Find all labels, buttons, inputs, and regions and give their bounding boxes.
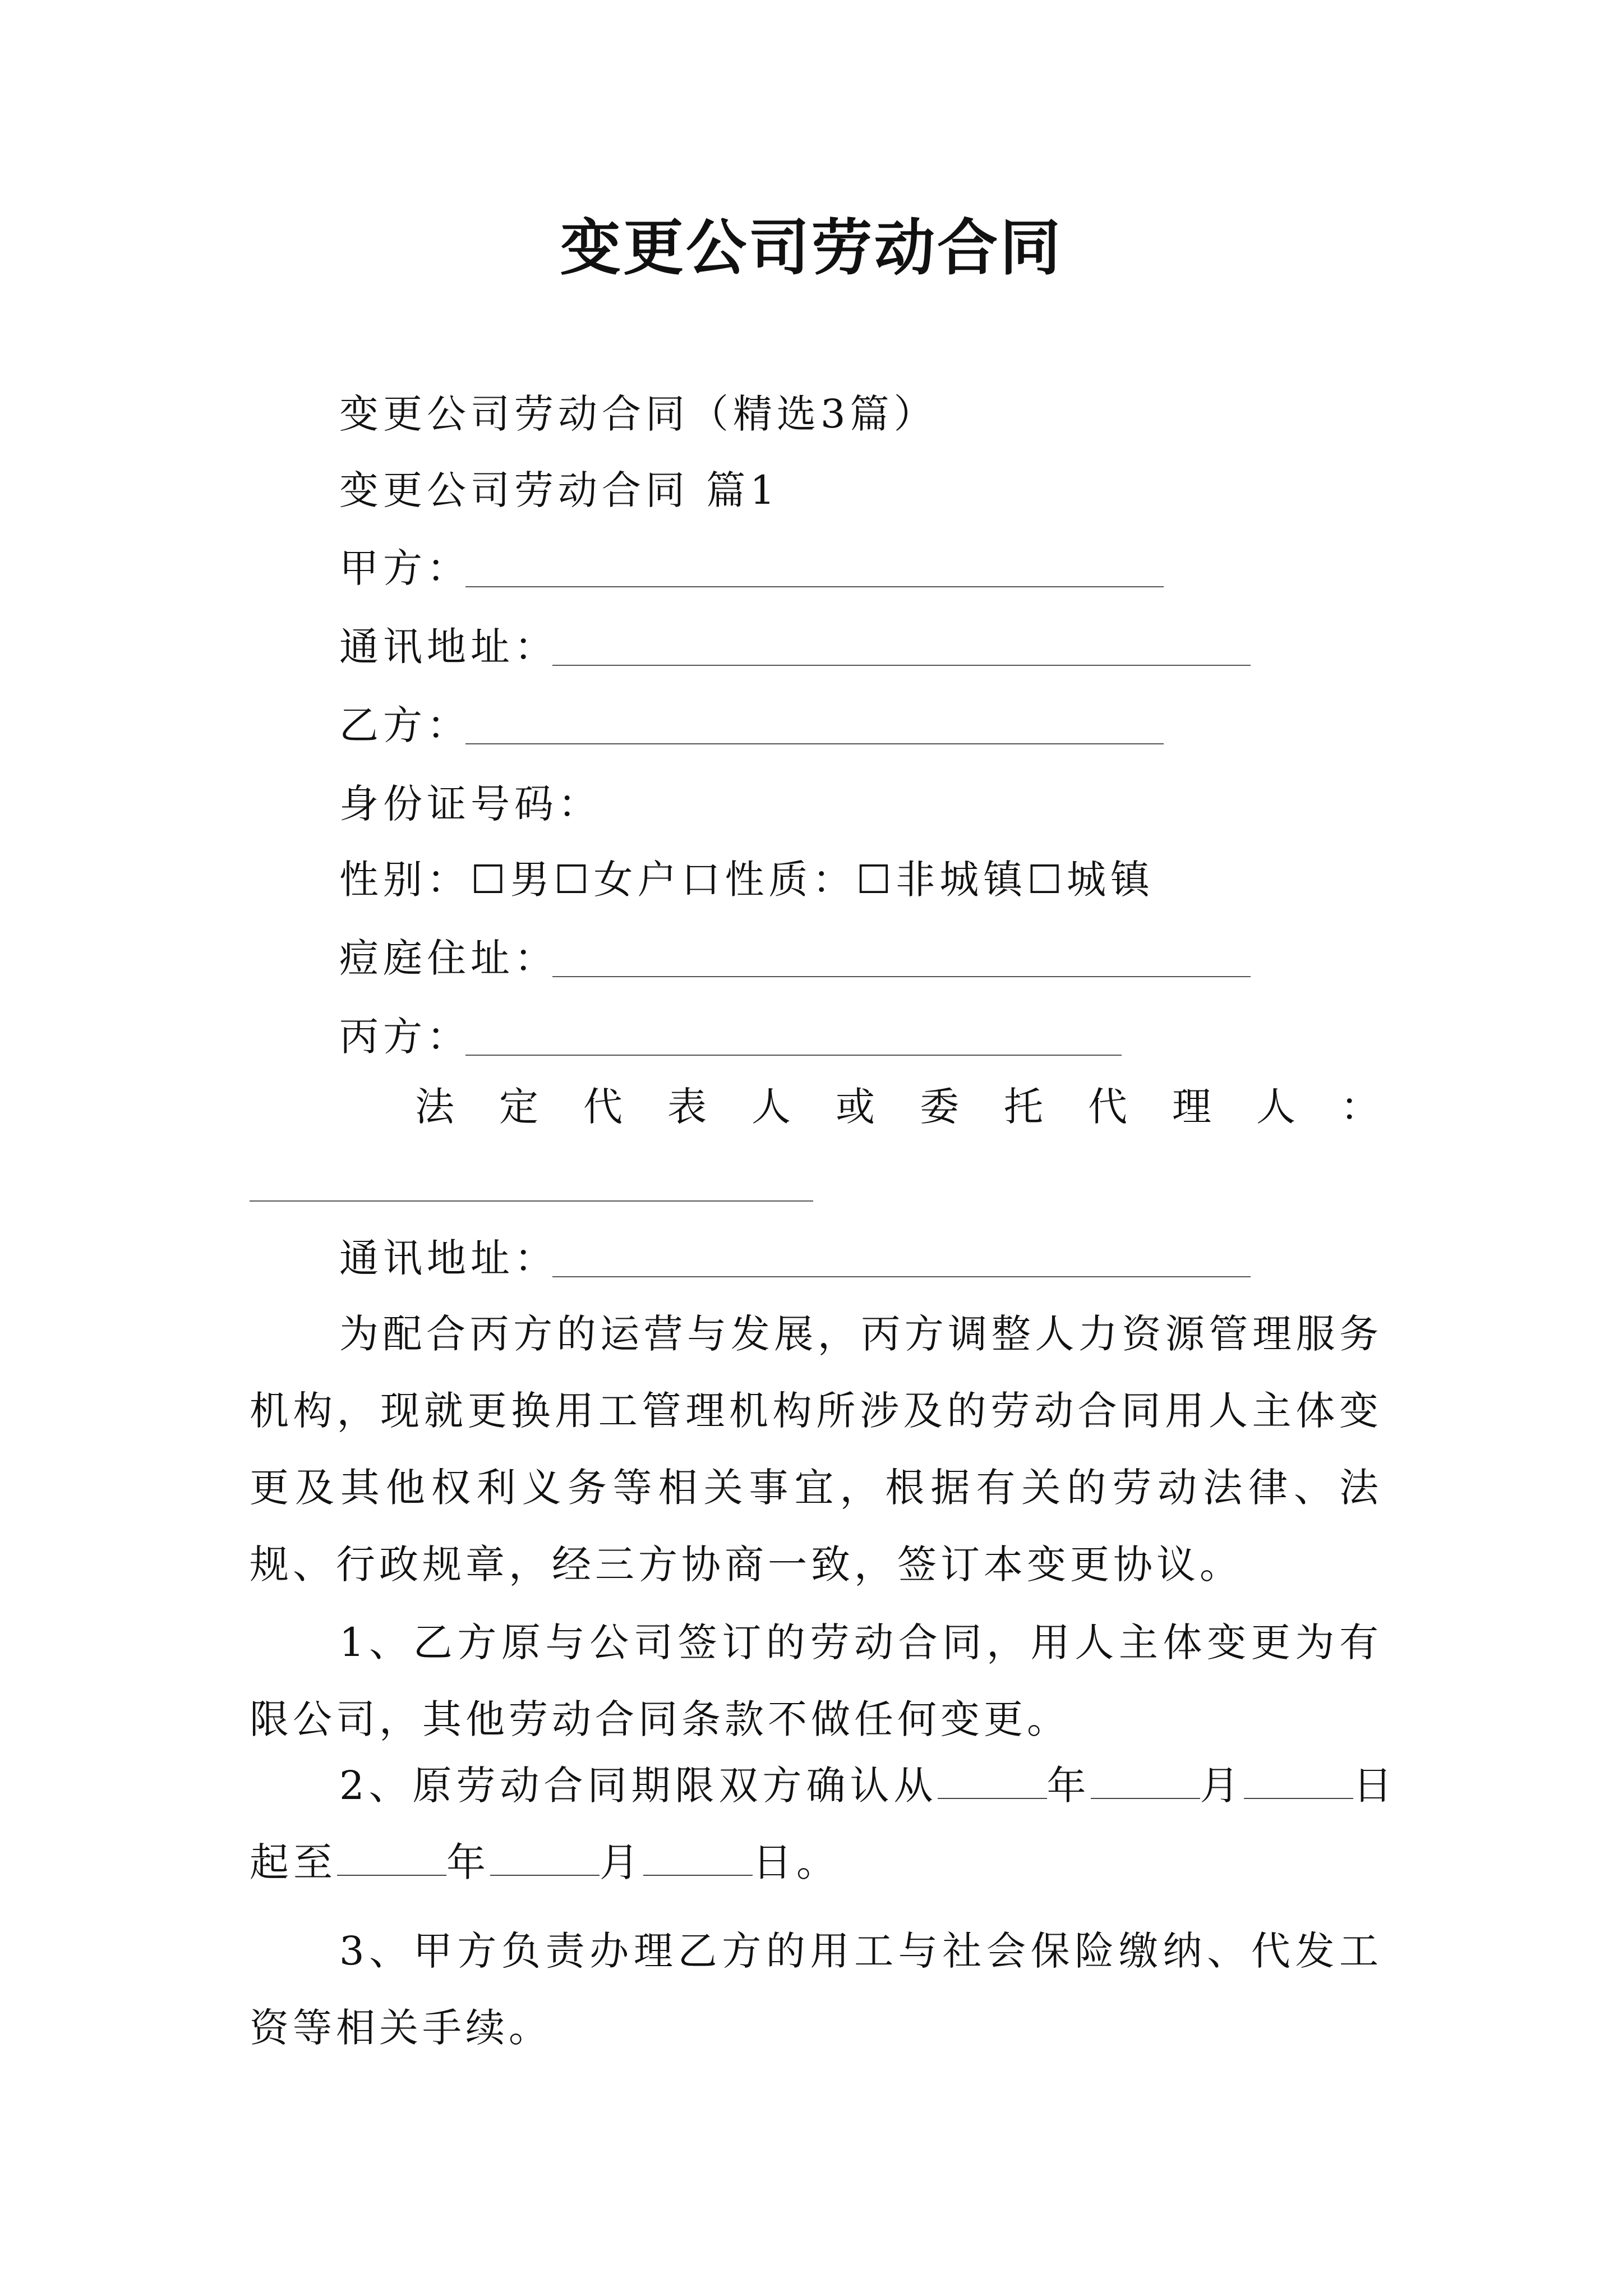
document-title: 变更公司劳动合同 bbox=[560, 213, 1063, 283]
party-b-blank bbox=[465, 743, 1164, 744]
gender-line: 性别：☐男☐女户口性质：☐非城镇☐城镇 bbox=[339, 857, 1155, 903]
address1-blank bbox=[552, 665, 1251, 666]
item-2-month-text: 月 bbox=[1200, 1763, 1244, 1809]
item-2-start-month-blank bbox=[1091, 1764, 1200, 1799]
home-address-blank bbox=[552, 976, 1251, 977]
item-2-end-year-blank bbox=[337, 1841, 446, 1876]
item-2-from-text: 2、原劳动合同期限双方确认从 bbox=[339, 1763, 938, 1809]
item-2-start-day-blank bbox=[1244, 1764, 1353, 1799]
item-2-end-month-blank bbox=[490, 1841, 600, 1876]
legal-rep-blank bbox=[250, 1200, 813, 1202]
address1-label: 通讯地址： bbox=[339, 624, 558, 670]
intro-paragraph: 为配合丙方的运营与发展，丙方调整人力资源管理服务机构，现就更换用工管理机构所涉及的劳动合同用人主体变更及其他权利义务等相关事宜，根据有关的劳动法律、法规、行政规章，经三方协商一致，签订本变更协议。 bbox=[250, 1311, 1382, 1588]
party-b-label: 乙方： bbox=[339, 702, 471, 748]
address2-blank bbox=[552, 1276, 1251, 1277]
item-2-end-month-text: 月 bbox=[600, 1839, 643, 1885]
party-a-blank bbox=[465, 586, 1164, 587]
party-a-label: 甲方： bbox=[339, 545, 471, 591]
item-2-until-text: 起至 bbox=[250, 1839, 337, 1885]
id-number-label: 身份证号码： bbox=[339, 781, 602, 827]
item-3-paragraph: 3、甲方负责办理乙方的用工与社会保险缴纳、代发工资等相关手续。 bbox=[250, 1928, 1382, 2051]
item-2-end-day-blank bbox=[643, 1841, 753, 1876]
party-c-label: 丙方： bbox=[339, 1014, 471, 1060]
address2-label: 通讯地址： bbox=[339, 1235, 558, 1281]
legal-rep-label: 法定代表人或委托代理人： bbox=[415, 1084, 1380, 1130]
item-2-end-day-text: 日。 bbox=[753, 1839, 840, 1885]
item-2-line-1 bbox=[339, 1759, 1397, 1812]
item-2-end-year-text: 年 bbox=[446, 1839, 490, 1885]
item-2-line-2 bbox=[250, 1835, 840, 1889]
item-2-day-text: 日 bbox=[1353, 1763, 1397, 1809]
party-c-blank bbox=[465, 1055, 1122, 1056]
home-address-label: 痘庭住址： bbox=[339, 935, 558, 981]
section-heading: 变更公司劳动合同 篇1 bbox=[339, 467, 780, 513]
item-2-year-text: 年 bbox=[1046, 1763, 1091, 1809]
document-subtitle: 变更公司劳动合同（精选3篇） bbox=[339, 391, 938, 437]
item-2-start-year-blank bbox=[938, 1764, 1047, 1799]
item-1-paragraph: 1、乙方原与公司签订的劳动合同，用人主体变更为有限公司，其他劳动合同条款不做任何变更。 bbox=[250, 1619, 1382, 1742]
